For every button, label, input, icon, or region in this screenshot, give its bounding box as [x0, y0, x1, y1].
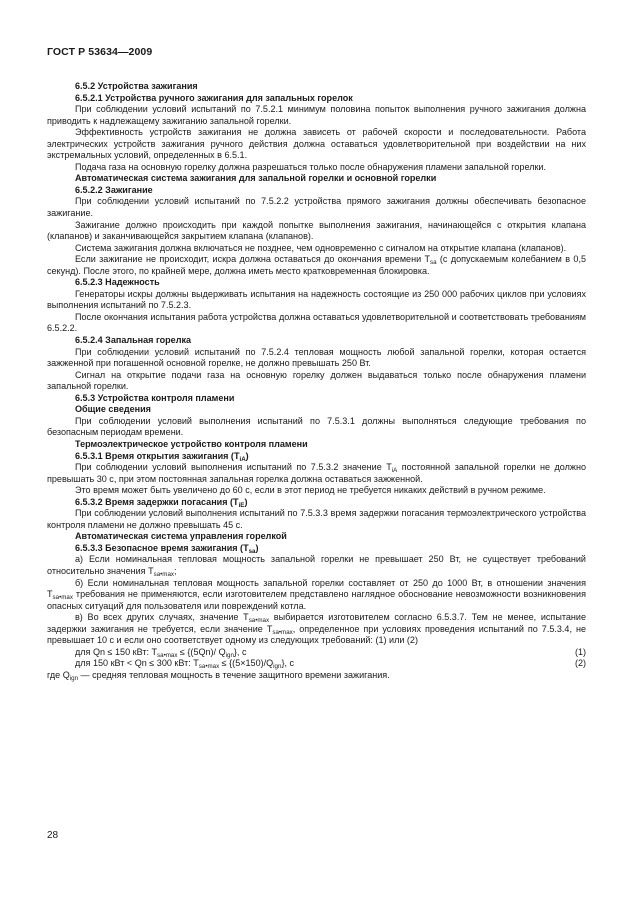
paragraph: При соблюдении условий выполнения испытаний по 7.5.3.3 время задержки погасания термоэлектрического устройства контроля пламени не должно превышать 45 с.: [47, 508, 586, 530]
paragraph: При соблюдении условий испытаний по 7.5.2.4 тепловая мощность любой запальной горелки, которая остается зажженной при погашенной основной горелке, не должно превышать 250 Вт.: [47, 346, 586, 369]
paragraph: При соблюдении условий выполнения испытаний по 7.5.3.2 значение $T_{iA}$ постоянной запальной горелки не должно превышать 30 с, при этом постоянная запальная горелка должна оставаться зажженной.: [47, 462, 586, 484]
section-6-5-2-2-heading: 6.5.2.2 Зажигание: [75, 184, 153, 195]
paragraph: Это время может быть увеличено до 60 с, если в этот период не требуется никаких действий в ручном режиме.: [75, 485, 546, 496]
paragraph: Эффективность устройств зажигания не должна зависеть от рабочей скорости и последовательности. Работа электрических устройств зажигания ручного действия должна оставаться удовлетворительной при воздействии на них экстремальных условий, определенных в 6.5.1.: [47, 127, 586, 161]
subheading-thermoelectric: Термоэлектрическое устройство контроля пламени: [75, 438, 308, 449]
formula-1: для Qn ≤ 150 кВт: $T_{sa•max} \le \{(5Qn)/$ $Q_{ign}$}, c (1): [75, 646, 586, 659]
page-number: 28: [47, 830, 59, 841]
paragraph: а) Если номинальная тепловая мощность запальной горелки не превышает 250 Вт, не существует требований относительно значения $T_{sa•max}$;: [47, 554, 586, 578]
document-body: [47, 81, 586, 681]
formula-legend: где $Q_{ign}$ — средняя тепловая мощность в течение защитного времени зажигания.: [47, 669, 390, 682]
paragraph: б) Если номинальная тепловая мощность запальной горелки составляет от 250 до 1000 Вт, в отношении значения $T_{sa•max}$ требования не применяются, если изготовителем представлено наглядное обоснование невозможности возникновения опасных ситуаций для пользователя или повреждений котла.: [47, 577, 586, 611]
paragraph: При соблюдении условий испытаний по 7.5.2.1 минимум половина попыток выполнения ручного зажигания должна приводить к надлежащему зажиганию запальной горелки.: [47, 104, 586, 126]
paragraph: При соблюдении условий испытаний по 7.5.2.2 устройства прямого зажигания должны обеспечивать безопасное зажигание.: [47, 196, 586, 219]
section-6-5-2-1-heading: 6.5.2.1 Устройства ручного зажигания для запальных горелок: [75, 92, 353, 103]
section-6-5-3-1-heading: 6.5.3.1 Время открытия зажигания $(T_{iA})$: [75, 450, 249, 463]
section-6-5-3-2-heading: 6.5.3.2 Время задержки погасания $(T_{iE})$: [75, 496, 248, 509]
subheading-general: Общие сведения: [75, 404, 151, 415]
paragraph: Система зажигания должна включаться не позднее, чем одновременно с сигналом на открытие клапана (клапанов).: [75, 242, 567, 253]
formula-2: для 150 кВт < Qn ≤ 300 кВт: $T_{sa•max} \le \{(5\times 150)/Q_{ign}\}$, c (2): [75, 658, 586, 671]
section-6-5-2-3-heading: 6.5.2.3 Надежность: [75, 277, 160, 288]
formula-number: (1): [574, 646, 586, 657]
section-6-5-3-heading: 6.5.3 Устройства контроля пламени: [75, 392, 235, 403]
section-6-5-2-4-heading: 6.5.2.4 Запальная горелка: [75, 335, 192, 346]
paragraph: Сигнал на открытие подачи газа на основную горелку должен выдаваться только после обнаружения пламени запальной горелки.: [47, 369, 586, 392]
paragraph: Генераторы искры должны выдерживать испытания на надежность состоящие из 250 000 рабочих циклов при условиях выполнения испытаний по 7.5.2.3.: [47, 288, 586, 311]
paragraph: Подача газа на основную горелку должна разрешаться только после обнаружения пламени запальной горелки.: [75, 161, 546, 172]
subheading-auto-ignition: Автоматическая система зажигания для запальной горелки и основной горелки: [75, 173, 437, 184]
paragraph: в) Во всех других случаях, значение $T_{sa•max}$ выбирается изготовителем согласно 6.5.3.7. Тем не менее, испытание задержки зажигания не требуется, если значение $T_{sa•max}$, определенное при условиях проведения испытаний по 7.5.3.4, не превышает 10 с и если оно соответствует одному из следующих требований: (1) или (2): [47, 612, 586, 646]
formula-number: (2): [574, 658, 586, 669]
document-header: ГОСТ Р 53634—2009: [47, 46, 153, 58]
subheading-auto-control: Автоматическая система управления горелкой: [75, 531, 287, 542]
paragraph: При соблюдении условий выполнения испытаний по 7.5.3.1 должны выполняться следующие требования по безопасным периодам времени.: [47, 415, 586, 438]
section-6-5-3-3-heading: 6.5.3.3 Безопасное время зажигания $(T_{sa})$: [75, 542, 259, 555]
paragraph: После окончания испытания работа устройства должна оставаться удовлетворительной и соответствовать требованиям 6.5.2.2.: [47, 311, 586, 334]
section-6-5-2-heading: 6.5.2 Устройства зажигания: [75, 81, 198, 91]
paragraph: Если зажигание не происходит, искра должна оставаться до окончания времени $T_{sa}$ (с допускаемым колебанием в 0,5 секунд). После этого, по крайней мере, должна иметь место кратковременная блокировка.: [47, 254, 586, 276]
paragraph: Зажигание должно происходить при каждой попытке выполнения зажигания, начинающейся с открытия клапана (клапанов) и заканчивающейся закрытием клапана (клапанов).: [47, 219, 586, 242]
